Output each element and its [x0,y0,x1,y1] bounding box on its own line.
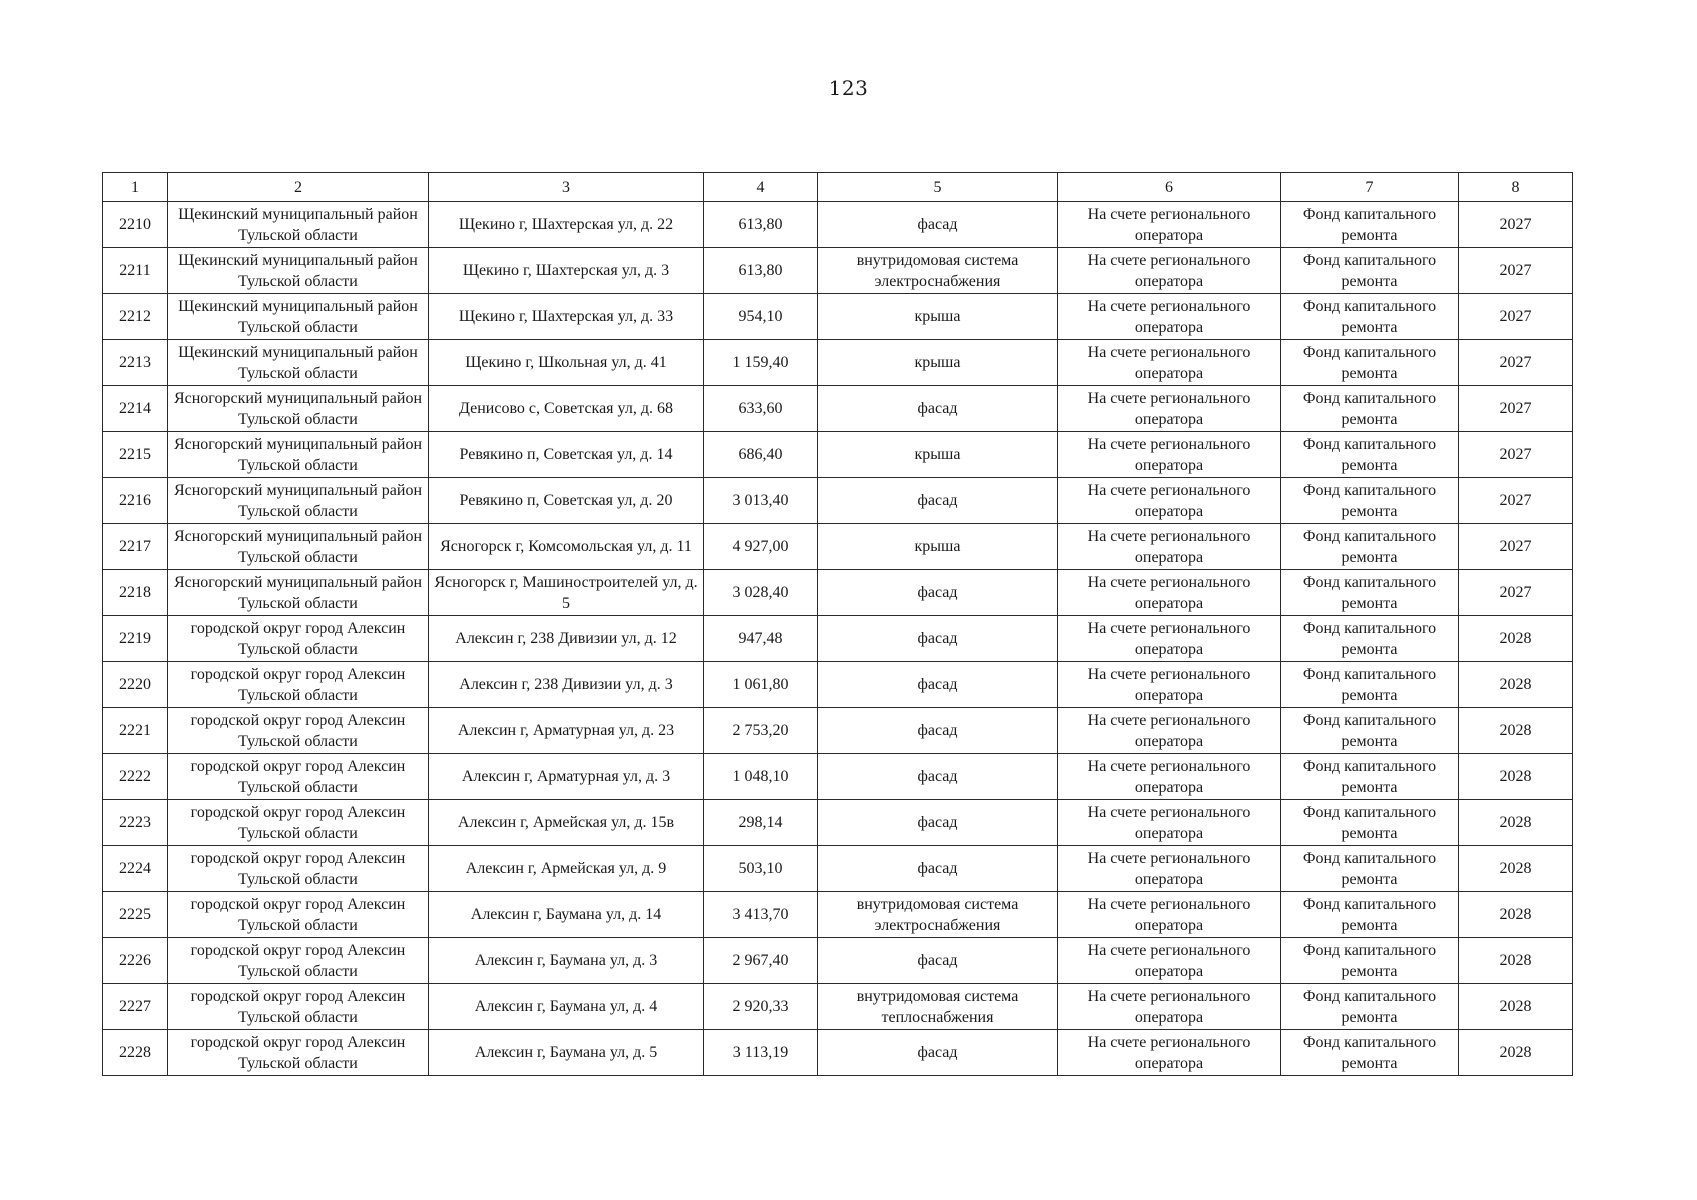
year-cell: 2027 [1459,478,1573,524]
work-type-cell: фасад [818,1030,1058,1076]
municipality-cell: Ясногорский муниципальный район Тульской области [168,478,429,524]
fund-method-cell: На счете регионального оператора [1058,1030,1281,1076]
fund-method-cell: На счете регионального оператора [1058,708,1281,754]
municipality-cell: городской округ город Алексин Тульской области [168,708,429,754]
funding-source-cell: Фонд капитального ремонта [1281,340,1459,386]
area-cell: 954,10 [704,294,818,340]
column-header: 6 [1058,173,1281,202]
area-cell: 686,40 [704,432,818,478]
address-cell: Алексин г, Арматурная ул, д. 23 [429,708,704,754]
year-cell: 2027 [1459,340,1573,386]
work-type-cell: фасад [818,662,1058,708]
row-number-cell: 2224 [103,846,168,892]
row-number-cell: 2215 [103,432,168,478]
area-cell: 2 753,20 [704,708,818,754]
table-row [103,892,1573,938]
year-cell: 2028 [1459,892,1573,938]
address-cell: Щекино г, Шахтерская ул, д. 22 [429,202,704,248]
area-cell: 1 159,40 [704,340,818,386]
year-cell: 2027 [1459,524,1573,570]
fund-method-cell: На счете регионального оператора [1058,662,1281,708]
row-number-cell: 2214 [103,386,168,432]
municipality-cell: городской округ город Алексин Тульской области [168,984,429,1030]
row-number-cell: 2210 [103,202,168,248]
funding-source-cell: Фонд капитального ремонта [1281,386,1459,432]
work-type-cell: внутридомовая система теплоснабжения [818,984,1058,1030]
address-cell: Ясногорск г, Комсомольская ул, д. 11 [429,524,704,570]
address-cell: Щекино г, Шахтерская ул, д. 33 [429,294,704,340]
table-row [103,570,1573,616]
municipality-cell: городской округ город Алексин Тульской области [168,846,429,892]
column-header: 5 [818,173,1058,202]
table-row [103,616,1573,662]
table-row [103,708,1573,754]
work-type-cell: внутридомовая система электроснабжения [818,248,1058,294]
address-cell: Алексин г, Баумана ул, д. 4 [429,984,704,1030]
municipality-cell: городской округ город Алексин Тульской области [168,662,429,708]
area-cell: 1 061,80 [704,662,818,708]
year-cell: 2027 [1459,202,1573,248]
area-cell: 4 927,00 [704,524,818,570]
work-type-cell: фасад [818,570,1058,616]
capital-repair-table [102,172,1573,1076]
municipality-cell: городской округ город Алексин Тульской области [168,1030,429,1076]
municipality-cell: городской округ город Алексин Тульской области [168,616,429,662]
funding-source-cell: Фонд капитального ремонта [1281,570,1459,616]
work-type-cell: фасад [818,202,1058,248]
table-row [103,340,1573,386]
municipality-cell: Ясногорский муниципальный район Тульской области [168,524,429,570]
fund-method-cell: На счете регионального оператора [1058,938,1281,984]
municipality-cell: Ясногорский муниципальный район Тульской области [168,570,429,616]
row-number-cell: 2219 [103,616,168,662]
municipality-cell: городской округ город Алексин Тульской области [168,938,429,984]
funding-source-cell: Фонд капитального ремонта [1281,662,1459,708]
work-type-cell: фасад [818,478,1058,524]
row-number-cell: 2218 [103,570,168,616]
fund-method-cell: На счете регионального оператора [1058,524,1281,570]
work-type-cell: фасад [818,938,1058,984]
municipality-cell: городской округ город Алексин Тульской области [168,892,429,938]
row-number-cell: 2223 [103,800,168,846]
row-number-cell: 2227 [103,984,168,1030]
funding-source-cell: Фонд капитального ремонта [1281,294,1459,340]
table-row [103,294,1573,340]
column-header: 1 [103,173,168,202]
year-cell: 2028 [1459,662,1573,708]
municipality-cell: Ясногорский муниципальный район Тульской области [168,386,429,432]
fund-method-cell: На счете регионального оператора [1058,478,1281,524]
address-cell: Алексин г, 238 Дивизии ул, д. 3 [429,662,704,708]
year-cell: 2028 [1459,1030,1573,1076]
table-row [103,524,1573,570]
table-row [103,938,1573,984]
area-cell: 947,48 [704,616,818,662]
municipality-cell: Щекинский муниципальный район Тульской области [168,340,429,386]
year-cell: 2028 [1459,846,1573,892]
row-number-cell: 2213 [103,340,168,386]
row-number-cell: 2211 [103,248,168,294]
address-cell: Ревякино п, Советская ул, д. 14 [429,432,704,478]
table-row [103,754,1573,800]
column-header: 8 [1459,173,1573,202]
fund-method-cell: На счете регионального оператора [1058,294,1281,340]
work-type-cell: фасад [818,800,1058,846]
year-cell: 2028 [1459,984,1573,1030]
funding-source-cell: Фонд капитального ремонта [1281,708,1459,754]
address-cell: Алексин г, 238 Дивизии ул, д. 12 [429,616,704,662]
row-number-cell: 2228 [103,1030,168,1076]
year-cell: 2028 [1459,800,1573,846]
work-type-cell: фасад [818,846,1058,892]
row-number-cell: 2216 [103,478,168,524]
work-type-cell: крыша [818,340,1058,386]
fund-method-cell: На счете регионального оператора [1058,570,1281,616]
address-cell: Алексин г, Баумана ул, д. 5 [429,1030,704,1076]
municipality-cell: Ясногорский муниципальный район Тульской области [168,432,429,478]
address-cell: Алексин г, Баумана ул, д. 14 [429,892,704,938]
year-cell: 2027 [1459,294,1573,340]
address-cell: Денисово с, Советская ул, д. 68 [429,386,704,432]
area-cell: 633,60 [704,386,818,432]
row-number-cell: 2212 [103,294,168,340]
fund-method-cell: На счете регионального оператора [1058,754,1281,800]
year-cell: 2027 [1459,386,1573,432]
row-number-cell: 2220 [103,662,168,708]
funding-source-cell: Фонд капитального ремонта [1281,432,1459,478]
funding-source-cell: Фонд капитального ремонта [1281,478,1459,524]
table-row [103,248,1573,294]
work-type-cell: фасад [818,708,1058,754]
fund-method-cell: На счете регионального оператора [1058,202,1281,248]
municipality-cell: городской округ город Алексин Тульской области [168,800,429,846]
table-row [103,846,1573,892]
funding-source-cell: Фонд капитального ремонта [1281,800,1459,846]
area-cell: 298,14 [704,800,818,846]
funding-source-cell: Фонд капитального ремонта [1281,524,1459,570]
work-type-cell: крыша [818,524,1058,570]
year-cell: 2028 [1459,708,1573,754]
address-cell: Алексин г, Баумана ул, д. 3 [429,938,704,984]
table-row [103,432,1573,478]
funding-source-cell: Фонд капитального ремонта [1281,892,1459,938]
row-number-cell: 2225 [103,892,168,938]
table-body [103,202,1573,1076]
fund-method-cell: На счете регионального оператора [1058,892,1281,938]
work-type-cell: внутридомовая система электроснабжения [818,892,1058,938]
fund-method-cell: На счете регионального оператора [1058,340,1281,386]
fund-method-cell: На счете регионального оператора [1058,386,1281,432]
row-number-cell: 2222 [103,754,168,800]
address-cell: Щекино г, Школьная ул, д. 41 [429,340,704,386]
year-cell: 2027 [1459,432,1573,478]
work-type-cell: крыша [818,432,1058,478]
area-cell: 503,10 [704,846,818,892]
year-cell: 2028 [1459,754,1573,800]
year-cell: 2027 [1459,570,1573,616]
table-row [103,202,1573,248]
row-number-cell: 2226 [103,938,168,984]
work-type-cell: крыша [818,294,1058,340]
year-cell: 2028 [1459,616,1573,662]
funding-source-cell: Фонд капитального ремонта [1281,938,1459,984]
fund-method-cell: На счете регионального оператора [1058,984,1281,1030]
funding-source-cell: Фонд капитального ремонта [1281,984,1459,1030]
column-header: 3 [429,173,704,202]
fund-method-cell: На счете регионального оператора [1058,800,1281,846]
column-header: 2 [168,173,429,202]
address-cell: Ясногорск г, Машиностроителей ул, д. 5 [429,570,704,616]
header-row [103,173,1573,202]
table-row [103,984,1573,1030]
funding-source-cell: Фонд капитального ремонта [1281,248,1459,294]
municipality-cell: Щекинский муниципальный район Тульской области [168,248,429,294]
table-row [103,478,1573,524]
area-cell: 3 113,19 [704,1030,818,1076]
municipality-cell: Щекинский муниципальный район Тульской области [168,202,429,248]
funding-source-cell: Фонд капитального ремонта [1281,1030,1459,1076]
work-type-cell: фасад [818,386,1058,432]
year-cell: 2027 [1459,248,1573,294]
table-row [103,662,1573,708]
funding-source-cell: Фонд капитального ремонта [1281,616,1459,662]
funding-source-cell: Фонд капитального ремонта [1281,202,1459,248]
area-cell: 3 028,40 [704,570,818,616]
area-cell: 3 413,70 [704,892,818,938]
page-number: 123 [828,76,869,100]
address-cell: Щекино г, Шахтерская ул, д. 3 [429,248,704,294]
municipality-cell: городской округ город Алексин Тульской области [168,754,429,800]
column-header: 7 [1281,173,1459,202]
area-cell: 1 048,10 [704,754,818,800]
year-cell: 2028 [1459,938,1573,984]
column-header: 4 [704,173,818,202]
row-number-cell: 2221 [103,708,168,754]
table-row [103,800,1573,846]
municipality-cell: Щекинский муниципальный район Тульской области [168,294,429,340]
address-cell: Алексин г, Армейская ул, д. 15в [429,800,704,846]
address-cell: Алексин г, Арматурная ул, д. 3 [429,754,704,800]
area-cell: 613,80 [704,248,818,294]
fund-method-cell: На счете регионального оператора [1058,432,1281,478]
row-number-cell: 2217 [103,524,168,570]
fund-method-cell: На счете регионального оператора [1058,846,1281,892]
address-cell: Алексин г, Армейская ул, д. 9 [429,846,704,892]
funding-source-cell: Фонд капитального ремонта [1281,754,1459,800]
area-cell: 2 967,40 [704,938,818,984]
area-cell: 613,80 [704,202,818,248]
work-type-cell: фасад [818,616,1058,662]
work-type-cell: фасад [818,754,1058,800]
address-cell: Ревякино п, Советская ул, д. 20 [429,478,704,524]
area-cell: 3 013,40 [704,478,818,524]
area-cell: 2 920,33 [704,984,818,1030]
fund-method-cell: На счете регионального оператора [1058,248,1281,294]
table-row [103,1030,1573,1076]
table-row [103,386,1573,432]
fund-method-cell: На счете регионального оператора [1058,616,1281,662]
funding-source-cell: Фонд капитального ремонта [1281,846,1459,892]
